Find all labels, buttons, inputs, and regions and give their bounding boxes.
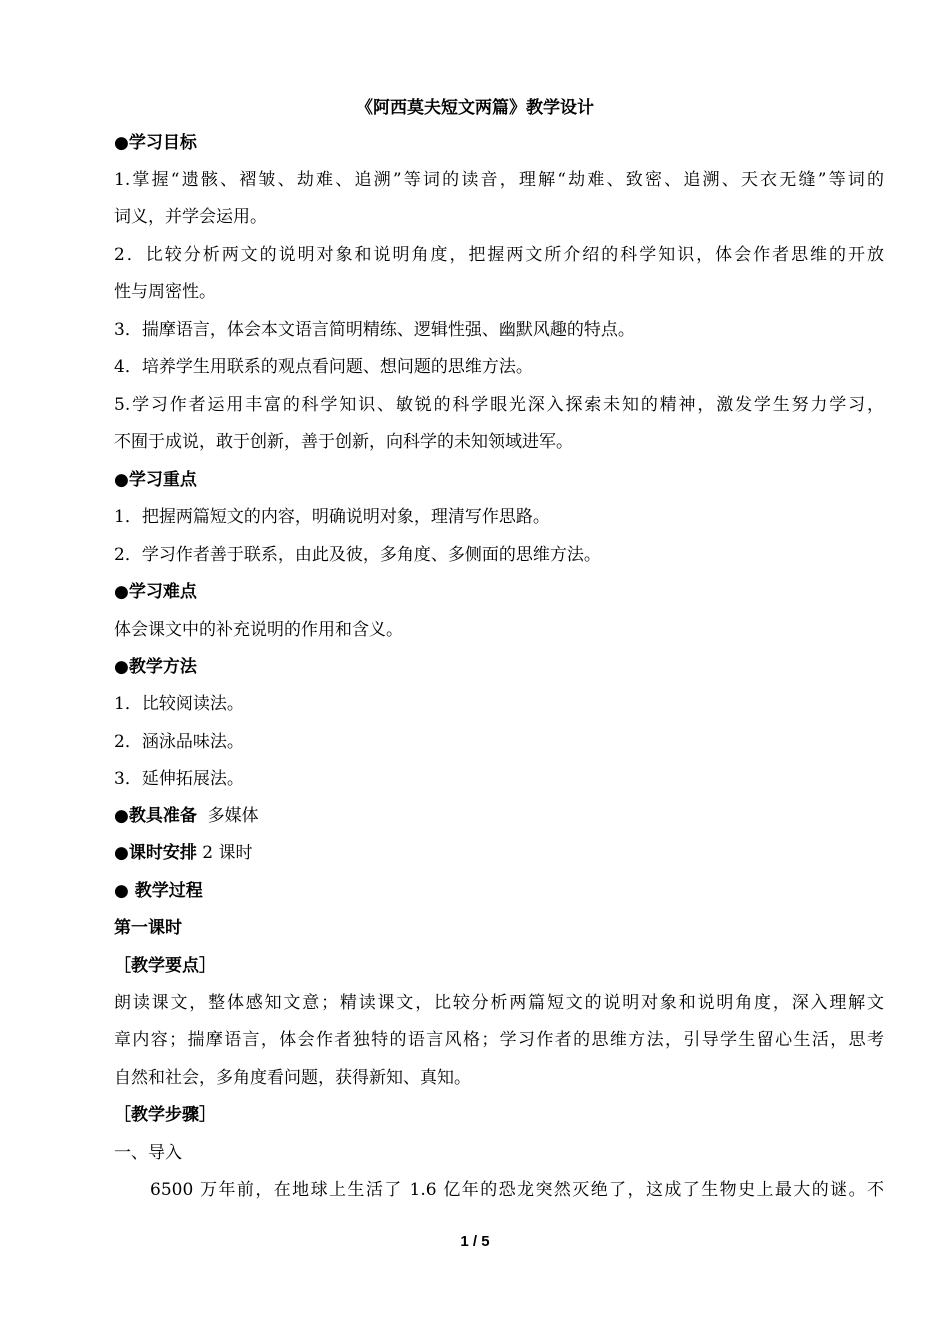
heading-teaching-steps: ［教学步骤］ [114,1105,216,1125]
method-2: 2．涵泳品味法。 [114,732,244,752]
page-number: 1 / 5 [460,1233,490,1250]
heading-objectives: ●学习目标 [114,133,197,153]
heading-tools: ●教具准备 [114,806,197,826]
heading-process: ● 教学过程 [114,881,203,901]
teaching-points-line-3: 自然和社会，多角度看问题，获得新知、真知。 [114,1068,471,1088]
method-1: 1．比较阅读法。 [114,694,244,714]
document-title: 《阿西莫夫短文两篇》教学设计 [356,98,594,118]
objective-4: 4．培养学生用联系的观点看问题、想问题的思维方法。 [114,357,533,377]
heading-method: ●教学方法 [114,657,197,677]
method-3: 3．延伸拓展法。 [114,769,244,789]
key-point-1: 1．把握两篇短文的内容，明确说明对象，理清写作思路。 [114,507,550,527]
teaching-points-line-1: 朗读课文，整体感知文意；精读课文，比较分析两篇短文的说明对象和说明角度，深入理解文 [114,993,884,1013]
time-line [114,841,884,865]
heading-key-points: ●学习重点 [114,470,197,490]
teaching-points-line-2: 章内容；揣摩语言，体会作者独特的语言风格；学习作者的思维方法，引导学生留心生活，思考 [114,1030,884,1050]
objective-1-line-1: 1.掌握“遗骸、褶皱、劫难、追溯”等词的读音，理解“劫难、致密、追溯、天衣无缝”等词的 [114,170,884,190]
difficulty-1: 体会课文中的补充说明的作用和含义。 [114,620,403,640]
step-1-heading: 一、导入 [114,1143,182,1163]
key-point-2: 2．学习作者善于联系，由此及彼，多角度、多侧面的思维方法。 [114,545,601,565]
tools-value: 多媒体 [207,806,259,826]
objective-1-line-2: 词义，并学会运用。 [114,207,267,227]
objective-2-line-1: 2．比较分析两文的说明对象和说明角度，把握两文所介绍的科学知识，体会作者思维的开放 [114,245,884,265]
objective-2-line-2: 性与周密性。 [114,282,216,302]
time-value: 2 课时 [202,843,253,863]
tools-line [114,804,884,828]
heading-teaching-points: ［教学要点］ [114,956,216,976]
objective-5-line-1: 5.学习作者运用丰富的科学知识、敏锐的科学眼光深入探索未知的精神，激发学生努力学习， [114,395,884,415]
lesson-1-heading: 第一课时 [114,918,182,938]
objective-3: 3．揣摩语言，体会本文语言简明精练、逻辑性强、幽默风趣的特点。 [114,320,635,340]
objective-5-line-2: 不囿于成说，敢于创新，善于创新，向科学的未知领域进军。 [114,432,573,452]
heading-difficulty: ●学习难点 [114,582,197,602]
heading-time: ●课时安排 [114,843,197,863]
step-1-paragraph: 6500 万年前，在地球上生活了 1.6 亿年的恐龙突然灭绝了，这成了生物史上最大的谜。不 [150,1180,884,1200]
